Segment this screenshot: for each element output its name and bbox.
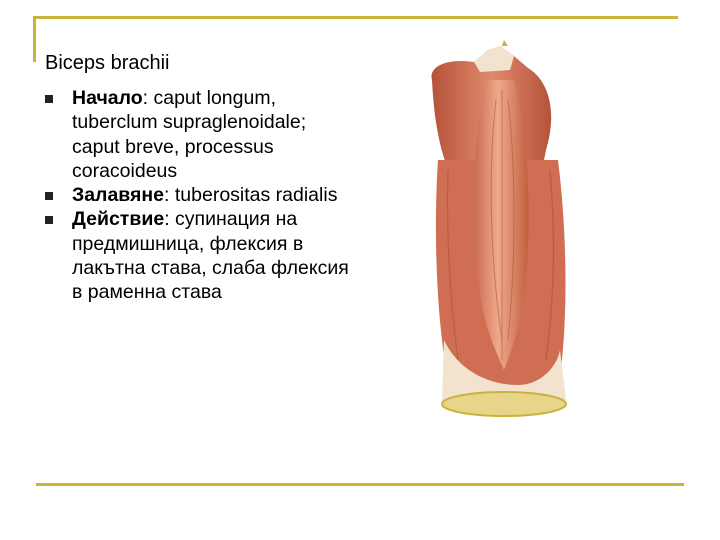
square-bullet-icon: [45, 216, 53, 224]
bullet-term: Действие: [72, 208, 165, 231]
bullet-list: [45, 86, 355, 305]
bullet-action: [45, 207, 355, 304]
top-decorative-rule: [36, 16, 678, 19]
bullet-insertion: [45, 183, 355, 207]
bottom-decorative-rule: [36, 483, 684, 486]
bullet-text: : супинация на предмишница, флексия в лакътна става, слаба флексия в раменна става: [72, 208, 349, 304]
square-bullet-icon: [45, 95, 53, 103]
coracoid-tip-shape: [502, 40, 508, 46]
bullet-text: : caput longum, tuberclum supraglenoidale; caput breve, processus coracoideus: [72, 87, 307, 182]
cut-surface-shape: [442, 392, 566, 416]
shoulder-tendon-shape: [474, 46, 514, 72]
bullet-text: : tuberositas radialis: [164, 184, 338, 207]
slide-title: Biceps brachii: [45, 52, 170, 74]
square-bullet-icon: [45, 192, 53, 200]
bullet-term: Залавяне: [72, 184, 165, 207]
bullet-origin: [45, 86, 355, 183]
arm-muscle-illustration: [418, 40, 580, 420]
bullet-term: Начало: [72, 87, 143, 109]
left-decorative-rule: [33, 16, 36, 62]
